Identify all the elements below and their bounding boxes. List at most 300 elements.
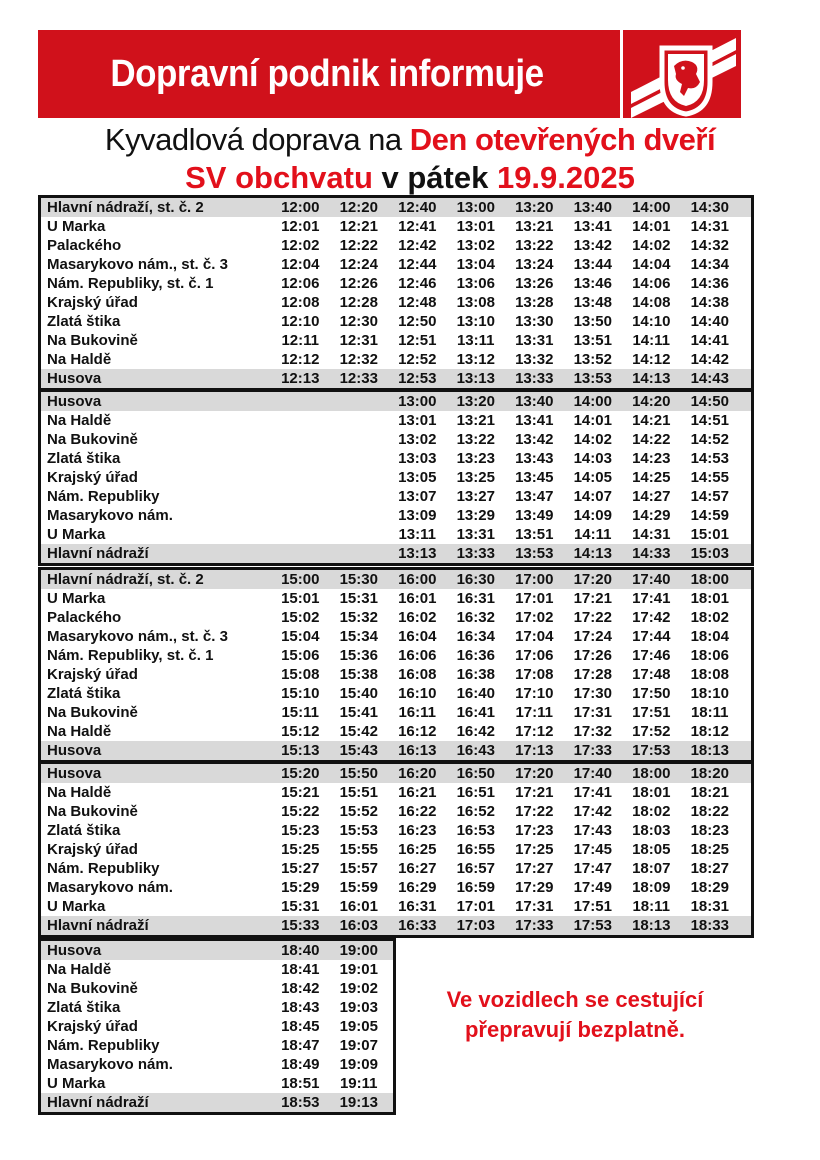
table-row — [41, 350, 751, 369]
table-row — [41, 236, 751, 255]
departure-time: 16:00 — [398, 571, 437, 588]
table-row — [41, 960, 393, 979]
departure-time: 15:57 — [339, 860, 378, 877]
table-row — [41, 392, 751, 411]
departure-time: 17:22 — [573, 609, 612, 626]
departure-time: 14:30 — [690, 199, 729, 216]
departure-time: 16:08 — [398, 666, 437, 683]
departure-time: 16:31 — [456, 590, 495, 607]
departure-time: 13:30 — [515, 313, 554, 330]
departure-time: 13:33 — [515, 370, 554, 387]
departure-time: 14:50 — [690, 393, 729, 410]
departure-time: 16:30 — [456, 571, 495, 588]
stop-name: Nám. Republiky — [47, 1037, 160, 1054]
stop-name: Krajský úřad — [47, 294, 138, 311]
departure-time: 15:00 — [281, 571, 320, 588]
departure-time: 13:40 — [573, 199, 612, 216]
departure-time: 13:21 — [515, 218, 554, 235]
table-row — [41, 941, 393, 960]
departure-time: 13:48 — [573, 294, 612, 311]
departure-time: 19:13 — [339, 1094, 378, 1111]
departure-time: 17:48 — [632, 666, 671, 683]
stop-name: Hlavní nádraží — [47, 545, 149, 562]
departure-time: 14:57 — [690, 488, 729, 505]
table-row — [41, 544, 751, 563]
departure-time: 18:27 — [690, 860, 729, 877]
departure-time: 16:40 — [456, 685, 495, 702]
stop-name: Na Bukovině — [47, 431, 138, 448]
departure-time: 15:36 — [339, 647, 378, 664]
departure-time: 19:01 — [339, 961, 378, 978]
departure-time: 15:32 — [339, 609, 378, 626]
departure-time: 12:12 — [281, 351, 320, 368]
departure-time: 17:32 — [573, 723, 612, 740]
dpmo-logo-icon — [626, 30, 741, 118]
departure-time: 13:22 — [456, 431, 495, 448]
stop-name: Masarykovo nám. — [47, 507, 173, 524]
stop-name: Na Haldě — [47, 723, 112, 740]
stop-name: Masarykovo nám., st. č. 3 — [47, 628, 228, 645]
departure-time: 16:33 — [398, 917, 437, 934]
departure-time: 15:12 — [281, 723, 320, 740]
departure-time: 18:06 — [690, 647, 729, 664]
departure-time: 13:53 — [573, 370, 612, 387]
departure-time: 13:29 — [456, 507, 495, 524]
departure-time: 15:41 — [339, 704, 378, 721]
departure-time: 13:20 — [456, 393, 495, 410]
departure-time: 18:25 — [690, 841, 729, 858]
departure-time: 13:01 — [456, 218, 495, 235]
stop-name: Palackého — [47, 609, 122, 626]
event-date: 19.9.2025 — [496, 160, 635, 195]
departure-time: 17:46 — [632, 647, 671, 664]
departure-time: 13:26 — [515, 275, 554, 292]
departure-time: 17:49 — [573, 879, 612, 896]
banner-title: Dopravní podnik informuje — [110, 52, 544, 95]
departure-time: 17:20 — [573, 571, 612, 588]
departure-time: 14:13 — [632, 370, 671, 387]
departure-time: 16:51 — [456, 784, 495, 801]
departure-time: 14:43 — [690, 370, 729, 387]
departure-time: 18:02 — [690, 609, 729, 626]
departure-time: 18:47 — [281, 1037, 320, 1054]
departure-time: 13:08 — [456, 294, 495, 311]
departure-time: 14:11 — [573, 526, 612, 543]
departure-time: 17:45 — [573, 841, 612, 858]
stop-name: Nám. Republiky — [47, 860, 160, 877]
stop-name: Zlatá štika — [47, 313, 121, 330]
table-row — [41, 741, 751, 760]
table-row — [41, 506, 751, 525]
stop-name: Na Haldě — [47, 351, 112, 368]
stop-name: U Marka — [47, 1075, 106, 1092]
departure-time: 17:21 — [515, 784, 554, 801]
departure-time: 13:47 — [515, 488, 554, 505]
table-row — [41, 665, 751, 684]
stop-name: Zlatá štika — [47, 999, 121, 1016]
departure-time: 16:21 — [398, 784, 437, 801]
table-row — [41, 487, 751, 506]
table-row — [41, 1055, 393, 1074]
departure-time: 16:23 — [398, 822, 437, 839]
departure-time: 18:11 — [632, 898, 671, 915]
departure-time: 12:04 — [281, 256, 320, 273]
departure-time: 15:13 — [281, 742, 320, 759]
departure-time: 15:23 — [281, 822, 320, 839]
stop-name: Krajský úřad — [47, 666, 138, 683]
departure-time: 18:22 — [690, 803, 729, 820]
table-row — [41, 411, 751, 430]
departure-time: 13:42 — [573, 237, 612, 254]
departure-time: 18:00 — [632, 765, 671, 782]
departure-time: 13:32 — [515, 351, 554, 368]
departure-time: 16:27 — [398, 860, 437, 877]
departure-time: 14:52 — [690, 431, 729, 448]
departure-time: 17:27 — [515, 860, 554, 877]
departure-time: 15:55 — [339, 841, 378, 858]
notice-line-2: přepravují bezplatně. — [464, 1017, 686, 1042]
departure-time: 14:21 — [632, 412, 671, 429]
stop-name: Zlatá štika — [47, 685, 121, 702]
departure-time: 15:51 — [339, 784, 378, 801]
event-name-cont: SV obchvatu — [185, 160, 373, 195]
departure-time: 12:28 — [339, 294, 378, 311]
stop-name: Krajský úřad — [47, 841, 138, 858]
departure-time: 19:09 — [339, 1056, 378, 1073]
departure-time: 17:31 — [573, 704, 612, 721]
departure-time: 13:41 — [515, 412, 554, 429]
departure-time: 12:06 — [281, 275, 320, 292]
departure-time: 18:43 — [281, 999, 320, 1016]
notice-line-1: Ve vozidlech se cestující — [446, 987, 704, 1012]
departure-time: 16:11 — [398, 704, 437, 721]
departure-time: 12:01 — [281, 218, 320, 235]
departure-time: 19:05 — [339, 1018, 378, 1035]
departure-time: 17:04 — [515, 628, 554, 645]
departure-time: 15:43 — [339, 742, 378, 759]
departure-time: 16:06 — [398, 647, 437, 664]
stop-name: U Marka — [47, 526, 106, 543]
departure-time: 14:01 — [573, 412, 612, 429]
departure-time: 18:11 — [690, 704, 729, 721]
table-row — [41, 608, 751, 627]
departure-time: 12:26 — [339, 275, 378, 292]
table-row — [41, 1036, 393, 1055]
table-row — [41, 369, 751, 388]
stop-name: Nám. Republiky, st. č. 1 — [47, 647, 214, 664]
departure-time: 17:44 — [632, 628, 671, 645]
stop-name: Husova — [47, 942, 102, 959]
departure-time: 17:40 — [632, 571, 671, 588]
departure-time: 13:31 — [515, 332, 554, 349]
departure-time: 14:34 — [690, 256, 729, 273]
departure-time: 15:01 — [281, 590, 320, 607]
departure-time: 14:29 — [632, 507, 671, 524]
departure-time: 13:42 — [515, 431, 554, 448]
departure-time: 13:07 — [398, 488, 437, 505]
departure-time: 15:38 — [339, 666, 378, 683]
stop-name: U Marka — [47, 218, 106, 235]
departure-time: 15:40 — [339, 685, 378, 702]
departure-time: 14:33 — [632, 545, 671, 562]
departure-time: 16:29 — [398, 879, 437, 896]
departure-time: 14:02 — [573, 431, 612, 448]
departure-time: 17:11 — [515, 704, 554, 721]
departure-time: 17:31 — [515, 898, 554, 915]
departure-time: 14:10 — [632, 313, 671, 330]
departure-time: 14:42 — [690, 351, 729, 368]
departure-time: 18:13 — [632, 917, 671, 934]
table-row — [41, 802, 751, 821]
departure-time: 13:24 — [515, 256, 554, 273]
table-row — [41, 570, 751, 589]
departure-time: 19:03 — [339, 999, 378, 1016]
departure-time: 16:41 — [456, 704, 495, 721]
departure-time: 12:33 — [339, 370, 378, 387]
departure-time: 17:33 — [573, 742, 612, 759]
departure-time: 12:13 — [281, 370, 320, 387]
departure-time: 13:23 — [456, 450, 495, 467]
table-row — [41, 979, 393, 998]
departure-time: 16:43 — [456, 742, 495, 759]
table-row — [41, 274, 751, 293]
departure-time: 14:40 — [690, 313, 729, 330]
table-row — [41, 722, 751, 741]
departure-time: 12:08 — [281, 294, 320, 311]
stop-name: Husova — [47, 370, 102, 387]
departure-time: 12:02 — [281, 237, 320, 254]
departure-time: 13:33 — [456, 545, 495, 562]
stop-name: Husova — [47, 765, 102, 782]
departure-time: 13:13 — [456, 370, 495, 387]
departure-time: 14:59 — [690, 507, 729, 524]
departure-time: 15:31 — [339, 590, 378, 607]
departure-time: 12:21 — [339, 218, 378, 235]
departure-time: 17:06 — [515, 647, 554, 664]
stop-name: Na Haldě — [47, 784, 112, 801]
departure-time: 18:33 — [690, 917, 729, 934]
stop-name: Masarykovo nám., st. č. 3 — [47, 256, 228, 273]
departure-time: 16:38 — [456, 666, 495, 683]
departure-time: 14:07 — [573, 488, 612, 505]
stop-name: Hlavní nádraží, st. č. 2 — [47, 571, 204, 588]
departure-time: 16:20 — [398, 765, 437, 782]
departure-time: 15:27 — [281, 860, 320, 877]
day-text: v pátek — [372, 160, 497, 195]
departure-time: 18:08 — [690, 666, 729, 683]
departure-time: 16:13 — [398, 742, 437, 759]
stop-name: Hlavní nádraží — [47, 1094, 149, 1111]
table-row — [41, 217, 751, 236]
departure-time: 14:09 — [573, 507, 612, 524]
departure-time: 13:45 — [515, 469, 554, 486]
departure-time: 17:50 — [632, 685, 671, 702]
departure-time: 13:28 — [515, 294, 554, 311]
departure-time: 18:20 — [690, 765, 729, 782]
departure-time: 13:40 — [515, 393, 554, 410]
table-row — [41, 1093, 393, 1112]
stop-name: Zlatá štika — [47, 822, 121, 839]
departure-time: 18:09 — [632, 879, 671, 896]
departure-time: 12:24 — [339, 256, 378, 273]
departure-time: 18:40 — [281, 942, 320, 959]
stop-name: Na Haldě — [47, 412, 112, 429]
departure-time: 15:52 — [339, 803, 378, 820]
departure-time: 14:38 — [690, 294, 729, 311]
departure-time: 13:03 — [398, 450, 437, 467]
departure-time: 15:25 — [281, 841, 320, 858]
departure-time: 13:43 — [515, 450, 554, 467]
departure-time: 14:20 — [632, 393, 671, 410]
departure-time: 13:13 — [398, 545, 437, 562]
departure-time: 17:10 — [515, 685, 554, 702]
departure-time: 13:27 — [456, 488, 495, 505]
departure-time: 17:12 — [515, 723, 554, 740]
departure-time: 12:53 — [398, 370, 437, 387]
departure-time: 16:53 — [456, 822, 495, 839]
departure-time: 18:04 — [690, 628, 729, 645]
departure-time: 14:41 — [690, 332, 729, 349]
table-row — [41, 646, 751, 665]
departure-time: 14:00 — [632, 199, 671, 216]
departure-time: 18:29 — [690, 879, 729, 896]
departure-time: 13:00 — [398, 393, 437, 410]
departure-time: 15:20 — [281, 765, 320, 782]
departure-time: 17:22 — [515, 803, 554, 820]
departure-time: 14:05 — [573, 469, 612, 486]
departure-time: 14:12 — [632, 351, 671, 368]
departure-time: 17:29 — [515, 879, 554, 896]
table-row — [41, 878, 751, 897]
subtitle-line-1 — [0, 122, 820, 158]
departure-time: 18:13 — [690, 742, 729, 759]
departure-time: 17:47 — [573, 860, 612, 877]
departure-time: 13:02 — [398, 431, 437, 448]
departure-time: 17:42 — [573, 803, 612, 820]
departure-time: 13:10 — [456, 313, 495, 330]
table-row — [41, 449, 751, 468]
departure-time: 15:03 — [690, 545, 729, 562]
timetable-block-1 — [38, 195, 754, 391]
departure-time: 15:59 — [339, 879, 378, 896]
departure-time: 17:41 — [573, 784, 612, 801]
table-row — [41, 916, 751, 935]
stop-name: Hlavní nádraží, st. č. 2 — [47, 199, 204, 216]
departure-time: 17:40 — [573, 765, 612, 782]
departure-time: 15:01 — [690, 526, 729, 543]
departure-time: 16:32 — [456, 609, 495, 626]
departure-time: 19:07 — [339, 1037, 378, 1054]
departure-time: 14:55 — [690, 469, 729, 486]
free-travel-notice — [395, 985, 755, 1045]
departure-time: 14:08 — [632, 294, 671, 311]
departure-time: 17:26 — [573, 647, 612, 664]
departure-time: 14:25 — [632, 469, 671, 486]
departure-time: 13:11 — [456, 332, 495, 349]
departure-time: 14:22 — [632, 431, 671, 448]
departure-time: 13:53 — [515, 545, 554, 562]
departure-time: 17:13 — [515, 742, 554, 759]
departure-time: 16:04 — [398, 628, 437, 645]
stop-name: Palackého — [47, 237, 122, 254]
departure-time: 15:53 — [339, 822, 378, 839]
departure-time: 13:46 — [573, 275, 612, 292]
departure-time: 18:01 — [690, 590, 729, 607]
departure-time: 17:25 — [515, 841, 554, 858]
departure-time: 15:06 — [281, 647, 320, 664]
departure-time: 14:02 — [632, 237, 671, 254]
stop-name: Na Bukovině — [47, 704, 138, 721]
departure-time: 13:01 — [398, 412, 437, 429]
departure-time: 15:30 — [339, 571, 378, 588]
departure-time: 18:51 — [281, 1075, 320, 1092]
stop-name: Krajský úřad — [47, 469, 138, 486]
departure-time: 18:05 — [632, 841, 671, 858]
departure-time: 17:43 — [573, 822, 612, 839]
stop-name: Masarykovo nám. — [47, 1056, 173, 1073]
departure-time: 18:10 — [690, 685, 729, 702]
departure-time: 12:46 — [398, 275, 437, 292]
departure-time: 15:08 — [281, 666, 320, 683]
departure-time: 15:29 — [281, 879, 320, 896]
departure-time: 18:45 — [281, 1018, 320, 1035]
stop-name: Zlatá štika — [47, 450, 121, 467]
departure-time: 17:23 — [515, 822, 554, 839]
table-row — [41, 589, 751, 608]
table-row — [41, 627, 751, 646]
departure-time: 17:24 — [573, 628, 612, 645]
departure-time: 13:12 — [456, 351, 495, 368]
departure-time: 12:32 — [339, 351, 378, 368]
stop-name: Krajský úřad — [47, 1018, 138, 1035]
timetable-block-3 — [38, 567, 754, 763]
departure-time: 16:52 — [456, 803, 495, 820]
departure-time: 15:50 — [339, 765, 378, 782]
departure-time: 18:03 — [632, 822, 671, 839]
departure-time: 13:04 — [456, 256, 495, 273]
departure-time: 15:02 — [281, 609, 320, 626]
departure-time: 17:53 — [632, 742, 671, 759]
departure-time: 12:52 — [398, 351, 437, 368]
departure-time: 14:00 — [573, 393, 612, 410]
departure-time: 14:04 — [632, 256, 671, 273]
departure-time: 18:42 — [281, 980, 320, 997]
departure-time: 12:10 — [281, 313, 320, 330]
stop-name: U Marka — [47, 590, 106, 607]
departure-time: 15:33 — [281, 917, 320, 934]
departure-time: 13:05 — [398, 469, 437, 486]
table-row — [41, 897, 751, 916]
departure-time: 16:34 — [456, 628, 495, 645]
departure-time: 17:51 — [573, 898, 612, 915]
departure-time: 14:03 — [573, 450, 612, 467]
departure-time: 18:00 — [690, 571, 729, 588]
departure-time: 16:01 — [339, 898, 378, 915]
timetable-block-5 — [38, 938, 396, 1115]
departure-time: 18:31 — [690, 898, 729, 915]
table-row — [41, 764, 751, 783]
timetable-block-4 — [38, 761, 754, 938]
departure-time: 12:31 — [339, 332, 378, 349]
departure-time: 18:53 — [281, 1094, 320, 1111]
departure-time: 17:01 — [515, 590, 554, 607]
stop-name: Masarykovo nám. — [47, 879, 173, 896]
departure-time: 16:22 — [398, 803, 437, 820]
departure-time: 17:28 — [573, 666, 612, 683]
departure-time: 13:51 — [573, 332, 612, 349]
departure-time: 19:02 — [339, 980, 378, 997]
departure-time: 16:42 — [456, 723, 495, 740]
